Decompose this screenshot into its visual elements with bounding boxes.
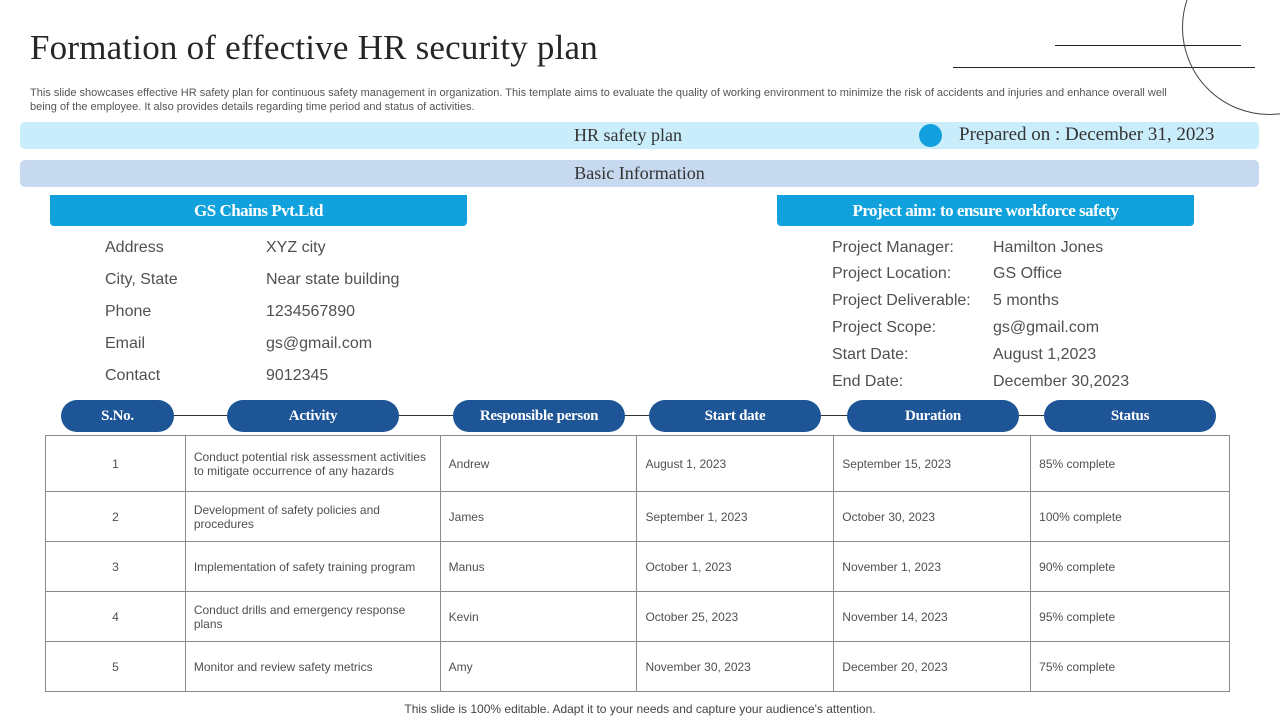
table-row [46,542,1230,592]
field-value: 5 months [993,292,1059,309]
cell-duration: October 30, 2023 [834,492,1031,542]
company-name-header: GS Chains Pvt.Ltd [50,195,467,226]
field-label: City, State [105,271,178,288]
prepared-on-date: Prepared on : December 31, 2023 [959,124,1215,145]
column-header-status: Status [1044,400,1216,432]
field-label: Phone [105,303,152,320]
table-row [46,592,1230,642]
cell-sno: 3 [46,542,186,592]
field-label: Project Manager: [832,239,954,256]
column-header-responsible-person: Responsible person [453,400,625,432]
cell-start-date: September 1, 2023 [637,492,834,542]
cell-person: Kevin [440,592,637,642]
cell-activity: Conduct potential risk assessment activities to mitigate occurrence of any hazards [185,436,440,492]
activity-table [45,435,1230,692]
field-value: gs@gmail.com [993,319,1100,336]
table-row [46,492,1230,542]
cell-activity: Monitor and review safety metrics [185,642,440,692]
hr-plan-band [20,122,1259,149]
cell-sno: 4 [46,592,186,642]
field-value: Hamilton Jones [993,239,1104,256]
cell-status: 100% complete [1031,492,1230,542]
field-value: December 30,2023 [993,373,1130,390]
cell-activity: Implementation of safety training program [185,542,440,592]
cell-sno: 1 [46,436,186,492]
header-connector-line [395,415,455,416]
decorative-circle [1182,0,1280,115]
cell-person: Amy [440,642,637,692]
bullet-dot-icon [919,124,942,147]
cell-status: 95% complete [1031,592,1230,642]
cell-person: James [440,492,637,542]
cell-status: 85% complete [1031,436,1230,492]
column-header-sno: S.No. [61,400,174,432]
field-label: Project Location: [832,265,952,282]
cell-sno: 2 [46,492,186,542]
footer-note: This slide is 100% editable. Adapt it to your needs and capture your audience's attention. [404,702,876,716]
cell-status: 90% complete [1031,542,1230,592]
field-label: Project Deliverable: [832,292,971,309]
cell-duration: December 20, 2023 [834,642,1031,692]
cell-start-date: October 1, 2023 [637,542,834,592]
project-aim-header: Project aim: to ensure workforce safety [777,195,1194,226]
field-value: 1234567890 [266,303,355,320]
field-value: GS Office [993,265,1063,282]
basic-info-label: Basic Information [574,163,705,183]
field-value: August 1,2023 [993,346,1097,363]
cell-sno: 5 [46,642,186,692]
field-label: Contact [105,367,161,384]
column-header-duration: Duration [847,400,1019,432]
hr-plan-label: HR safety plan [574,125,682,145]
cell-person: Andrew [440,436,637,492]
header-connector-line [818,415,850,416]
cell-duration: November 1, 2023 [834,542,1031,592]
table-row [46,436,1230,492]
basic-info-band [20,160,1259,187]
cell-duration: September 15, 2023 [834,436,1031,492]
field-value: Near state building [266,271,400,288]
page-subtitle: This slide showcases effective HR safety plan for continuous safety management in organization. This template aims to evaluate the quality of working environment to minimize the risk of accidents and injuries and enhance overall well being of the employee. It also provides details regarding time period and status of activities. [30,87,1167,113]
cell-status: 75% complete [1031,642,1230,692]
header-connector-line [170,415,230,416]
cell-person: Manus [440,542,637,592]
cell-activity: Development of safety policies and procedures [185,492,440,542]
header-connector-line [1015,415,1047,416]
cell-start-date: October 25, 2023 [637,592,834,642]
page-title: Formation of effective HR security plan [30,28,598,67]
field-label: End Date: [832,373,904,390]
cell-activity: Conduct drills and emergency response plans [185,592,440,642]
field-value: gs@gmail.com [266,335,373,352]
field-value: 9012345 [266,367,329,384]
field-value: XYZ city [266,239,326,256]
cell-start-date: November 30, 2023 [637,642,834,692]
field-label: Address [105,239,164,256]
cell-duration: November 14, 2023 [834,592,1031,642]
field-label: Project Scope: [832,319,937,336]
column-header-start-date: Start date [649,400,821,432]
field-label: Email [105,335,146,352]
column-header-activity: Activity [227,400,399,432]
field-label: Start Date: [832,346,909,363]
table-row [46,642,1230,692]
cell-start-date: August 1, 2023 [637,436,834,492]
